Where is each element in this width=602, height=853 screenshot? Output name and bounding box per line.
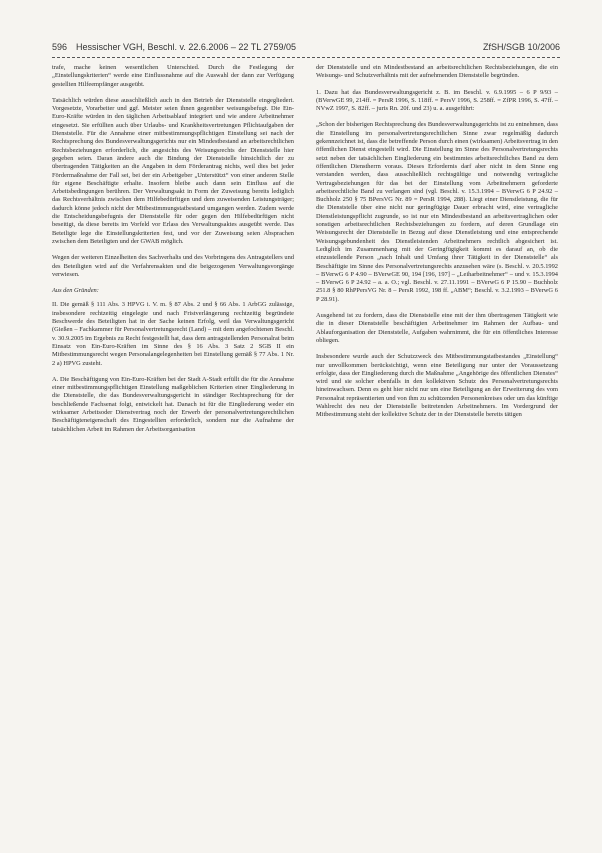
paragraph: Wegen der weiteren Einzelheiten des Sachverhalts und des Vorbringens des Antragstellers und des Beteiligten wird auf die Verfahrensakten und die beigezogenen Verwaltungsvorgänge verwiesen. — [52, 254, 294, 278]
paragraph: Ausgehend ist zu fordern, dass die Dienststelle eine mit der ihm übertragenen Tätigkeit wie die in dieser Dienststelle beschäftigten Arbeitnehmer im Rahmen der Aufbau- und Ablauforganisation der Dienststelle, Aufgaben wahrnimmt, die für ein öffentliches Interesse obliegen. — [316, 312, 558, 344]
running-title: Hessischer VGH, Beschl. v. 22.6.2006 – 22 TL 2759/05 — [76, 42, 296, 52]
section-heading: Aus den Gründen: — [52, 287, 99, 295]
left-column — [52, 64, 294, 442]
header-rule — [52, 57, 560, 58]
paragraph: trafe, mache keinen wesentlichen Unterschied. Durch die Festlegung der „Einstellungskriterien“ werde eine Einflussnahme auf die Auswahl der dann zur Verfügung gestellten Hilfeempfänger ausgeübt. — [52, 64, 294, 88]
paragraph: Insbesondere wurde auch der Schutzzweck des Mitbestimmungstatbestandes „Einstellung“ nur unvollkommen berücksichtigt, wenn eine Beteiligung nur unter der Voraussetzung erfolgte, dass der Eingliederung durch die Maßnahme „Angehörige des öffentlichen Dienstes“ wird und sie solcher ebenfalls in den kollektiven Schutz des Personalvertretungsrechts hineinwachsen. Denn es geht hier nicht nur um eine Beteiligung an der Erweiterung des vom Personalrat repräsentierten und von ihm zu schützenden Personenkreises oder um das künftige Wahlrecht des neu der Dienststelle beitretenden Arbeitnehmers. Im Vordergrund der Mitbestimmung steht der kollektive Schutz der in der Dienststelle bereits tätigen — [316, 353, 558, 419]
journal-name: ZfSH/SGB 10/2006 — [482, 42, 560, 52]
page-number: 596 — [52, 42, 68, 52]
paragraph: 1. Dazu hat das Bundesverwaltungsgericht z. B. im Beschl. v. 6.9.1995 – 6 P 9/93 – (BVerwGE 99, 214ff. = PersR 1996, S. 118ff. = PersV 1996, S. 258ff. = ZfPR 1996, S. 47ff. – NVwZ 1997, S. 82ff. – juris Rn. 20f. und 23) u. a. ausgeführt: — [316, 88, 558, 113]
paragraph: A. Die Beschäftigung von Ein-Euro-Kräften bei der Stadt A-Stadt erfüllt die für die Annahme einer mitbestimmungspflichtigen Einstellung maßgeblichen Kriterien einer Eingliederung in die Dienststelle, die das Bundesverwaltungsgericht in ständiger Rechtsprechung für der beschließende Fachsenat folgt, entwickelt hat. Danach ist für die Eingliederung weder ein wirksamer Arbeitsoder Dienstvertrag noch der Erwerb der personalvertretungsrechtlichen Beschäftigteneigenschaft des Eingestellten erforderlich, sondern nur die Aufnahme der tatsächlichen Arbeit im Rahmen der Arbeitsorganisation — [52, 375, 294, 433]
paragraph: „Schon der bisherigen Rechtsprechung des Bundesverwaltungsgerichts ist zu entnehmen, dass die Einstellung im personalvertretungsrechtlichen Sinne zwar regelmäßig dadurch gekennzeichnet ist, dass die betreffende Person durch einen (wirksamen) Arbeitsvertrag in den öffentlichen Dienst eingestellt wird. Die Einstellung im Sinne des Personalvertretungsrechts setzt neben der tatsächlichen Eingliederung ein bestimmtes arbeitsrechtliches Band zu dem öffentlichen Dienstherrn voraus. Dieses Erfordernis darf aber nicht in dem Sinne eng verstanden werden, dass ausschließlich rechtsgültige und notwendig vertragliche Vertragsbeziehungen für das bei der Einstellung vom Arbeitnehmern geforderte arbeitsrechtliche Band zu verlangen sind (vgl. Beschl. v. 15.3.1994 – BVerwG 6 P 24.92 – Buchholz 250 § 75 BPersVG Nr. 89 = PersR 1994, 288). Liegt einer Dienstleistung, die für die Dienststelle über eine nicht nur geringfügige Dauer erbracht wird, eine vertragliche Dienstleistungspflicht zugrunde, so ist nur ein Mindestbestand an arbeitsvertraglichen oder sonstigen arbeitsrechtlichen Rechtsbeziehungen zu fordern, auf deren Grundlage ein Weisungsrecht der Dienststelle in Bezug auf diese Dienstleistung und eine entsprechende Weisungsgebundenheit des Dienstleistenden Arbeitnehmers rechtlich abgesichert ist. Lediglich im Zusammenhang mit der Geringfügigkeit kommt es darauf an, ob die einzustellende Person „nach Inhalt und Umfang ihrer Tätigkeit in der Dienststelle“ als Beschäftigte im Sinne des Personalvertretungsrechts anzusehen wäre (s. Beschl. v. 20.5.1992 – BVerwG 6 P 4.90 – BVerwGE 90, 194 [196, 197] – „Leiharbeitnehmer“ – und v. 15.3.1994 – BVerwG 6 P 24.92 – a. a. O.; vgl. Beschl. v. 27.11.1991 – BVerwG 6 P 15.90 – Buchholz 251.8 § 80 RhPPersVG Nr. 8 – PersR 1992, 198 ff. „ABM“; Beschl. v. 3.2.1993 – BVerwG 6 P 28.91). — [316, 121, 558, 303]
paragraph: der Dienststelle und ein Mindestbestand an arbeitsrechtlichen Rechtsbeziehungen, die ein Weisungs- und Schutzverhältnis mit der aufnehmenden Dienststelle begründen. — [316, 64, 558, 80]
page-header — [52, 42, 560, 56]
paragraph: Tatsächlich würden diese ausschließlich auch in den Betrieb der Dienststelle eingegliedert. Vorgesetzte, Vorarbeiter und ggf. Meister seien ihnen gegenüber weisungsbefugt. Die Ein-Euro-Kräfte würden in den täglichen Arbeitsablauf integriert und wie andere Arbeitnehmer eingesetzt. Sie erfüllten auch über Urlaubs- und Krankheitsvertretungen Pflichtaufgaben der Dienststelle. Für die Annahme einer mitbestimmungspflichtigen Einstellung sei nach der Rechtsprechung des Bundesverwaltungsgerichts nur ein Mindestbestand an arbeitsrechtlichen Rechtsbeziehungen erforderlich, die angesichts des Weisungsrechts der Dienststelle hier gegeben seien. Daran ändere auch die Bindung der Dienststelle hinsichtlich der zu übertragenden Tätigkeiten an die Angaben in dem Förderantrag nichts, weil dies bei jeder Fördermaßnahme der Fall sei, bei der ein Arbeitgeber „Unterstützt“ von einer anderen Stelle für eigene Beschäftigte erhalte. Insofern bleibe auch dann sein Einfluss auf die Arbeitsbedingungen berühren. Der Verwaltungsakt in Form der Zuweisung bereits lediglich das Rechtsverhältnis zwischen dem Hilfebedürftigen und dem zuweisenden Leistungsträger; dadurch könne jedoch nicht der Mitbestimmungstatbestand umgangen werden. Zudem werde die Entscheidungsbefugnis der Dienststelle für oder gegen den Hilfebedürftigen nicht beseitigt, da diese bereits im Vorfeld vor Erlass des Verwaltungsaktes ausgeübt werde. Das Beteiligte lege die Einstellungskriterien fest, und vor der Zuweisung seien Absprachen zwischen dem Beteiligten und der GWAB möglich. — [52, 96, 294, 245]
right-column — [316, 64, 558, 428]
paragraph: II. Die gemäß § 111 Abs. 3 HPVG i. V. m. § 87 Abs. 2 und § 66 Abs. 1 ArbGG zulässige, insbesondere rechtzeitig eingelegte und nach Fristverlängerung rechtzeitig begründete Beschwerde des Beteiligten hat in der Sache keinen Erfolg, weil das Verwaltungsgericht (Gießen – Fachkammer für Personalvertretungsrecht (Land) – mit dem angefochtenen Beschl. v. 30.9.2005 im Ergebnis zu Recht festgestellt hat, dass dem antragstellenden Personalrat beim Einsatz von Ein-Euro-Kräften im Sinne des § 16 Abs. 3 Satz 2 SGB II ein Mitbestimmungsrecht wegen Personalangelegenheiten bei Einstellung gemäß § 77 Abs. 1 Nr. 2 a) HPVG zusteht. — [52, 301, 294, 367]
